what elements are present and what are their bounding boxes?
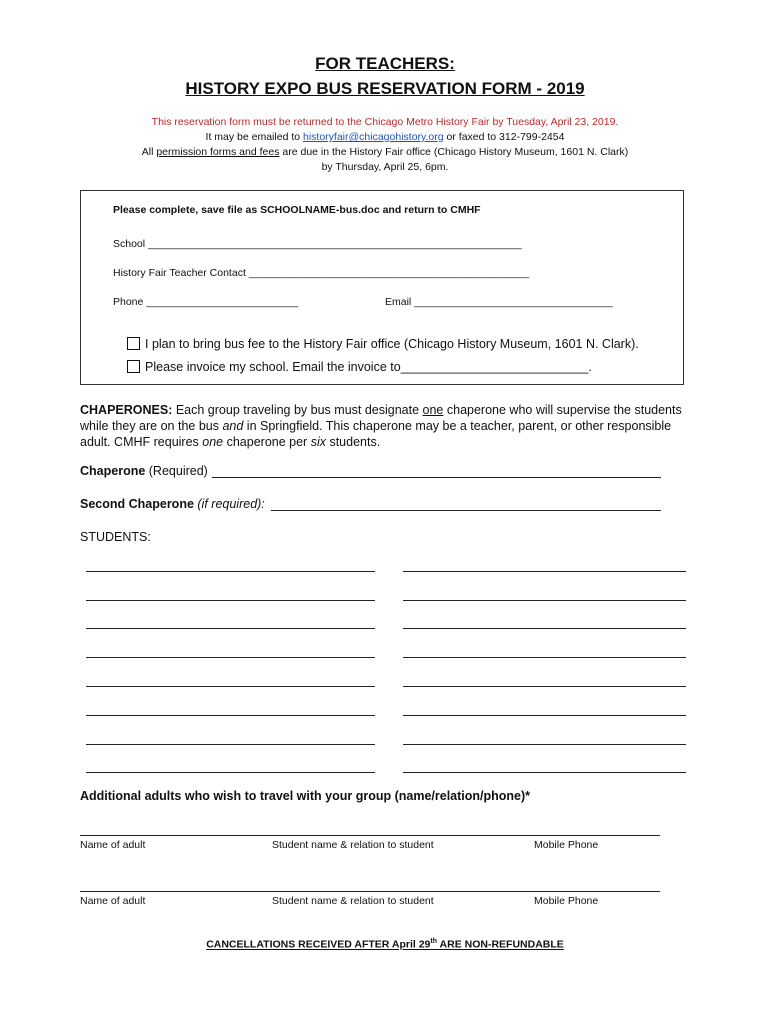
adult-input-line[interactable] bbox=[80, 835, 660, 836]
student-line[interactable] bbox=[86, 628, 375, 629]
all-text: All bbox=[141, 146, 157, 158]
checkbox[interactable] bbox=[127, 360, 140, 373]
para-emph: one bbox=[422, 403, 444, 417]
teacher-contact-field[interactable] bbox=[113, 267, 529, 279]
ordinal-suffix: th bbox=[430, 938, 438, 945]
adult-input-line[interactable] bbox=[80, 891, 660, 892]
student-line[interactable] bbox=[403, 571, 686, 572]
fax-info: or faxed to 312-799-2454 bbox=[443, 131, 565, 143]
email-blank[interactable]: __________________________________ bbox=[414, 296, 613, 308]
chaperone-required-note: (Required) bbox=[145, 464, 208, 478]
second-chaperone-label: Second Chaperone bbox=[80, 497, 194, 511]
second-chaperone-input-line[interactable] bbox=[271, 510, 661, 511]
teacher-contact-blank[interactable]: ________________________________________________ bbox=[248, 267, 530, 279]
permission-forms-text: permission forms and fees bbox=[156, 146, 280, 158]
para-emph: six bbox=[310, 435, 326, 449]
option-bring-fee-label: I plan to bring bus fee to the History Fair office (Chicago History Museum, 1601 N. Clark). bbox=[145, 337, 639, 351]
student-line[interactable] bbox=[403, 600, 686, 601]
second-chaperone-note: (if required): bbox=[193, 497, 265, 511]
school-field[interactable] bbox=[113, 238, 522, 250]
student-relation-label: Student name & relation to student bbox=[272, 895, 434, 907]
email-label: Email bbox=[385, 296, 412, 308]
student-line[interactable] bbox=[86, 715, 375, 716]
period: . bbox=[588, 360, 592, 374]
name-of-adult-label: Name of adult bbox=[80, 895, 146, 907]
students-label: STUDENTS: bbox=[80, 530, 151, 544]
chaperones-paragraph bbox=[80, 402, 695, 450]
second-chaperone-label-row bbox=[80, 497, 265, 511]
email-link[interactable]: historyfair@chicagohistory.org bbox=[303, 131, 444, 143]
student-relation-label: Student name & relation to student bbox=[272, 839, 434, 851]
phone-field[interactable] bbox=[113, 296, 298, 308]
para-text: in Springfield. This chaperone may be a teacher, parent, or other responsible adult. CMHF requires bbox=[80, 419, 672, 449]
student-line[interactable] bbox=[403, 628, 686, 629]
school-label: School bbox=[113, 238, 146, 250]
phone-blank[interactable]: __________________________ bbox=[146, 296, 299, 308]
fees-info bbox=[0, 145, 770, 160]
mobile-phone-label: Mobile Phone bbox=[534, 895, 599, 907]
cancellation-text: CANCELLATIONS RECEIVED AFTER April 29 bbox=[206, 938, 431, 951]
option-invoice-label: Please invoice my school. Email the invoice to bbox=[145, 360, 401, 374]
phone-label: Phone bbox=[113, 296, 144, 308]
chaperone-input-line[interactable] bbox=[212, 477, 661, 478]
para-text: Each group traveling by bus must designate bbox=[172, 403, 423, 417]
box-instruction: Please complete, save file as SCHOOLNAME-bus.doc and return to CMHF bbox=[113, 204, 481, 216]
para-text: chaperone who will supervise the students while they are on the bus bbox=[80, 403, 682, 433]
deadline-notice: This reservation form must be returned to the Chicago Metro History Fair by Tuesday, April 23, 2019. bbox=[151, 116, 619, 128]
student-line[interactable] bbox=[86, 686, 375, 687]
para-text: students. bbox=[325, 435, 381, 449]
student-line[interactable] bbox=[403, 772, 686, 773]
submission-info bbox=[0, 130, 770, 145]
para-emph: and bbox=[222, 419, 244, 433]
cancellation-notice bbox=[0, 938, 770, 951]
option-bring-fee[interactable] bbox=[127, 337, 639, 351]
option-invoice[interactable] bbox=[127, 360, 592, 374]
student-line[interactable] bbox=[86, 571, 375, 572]
chaperone-label-row bbox=[80, 464, 208, 478]
mobile-phone-label: Mobile Phone bbox=[534, 839, 599, 851]
student-line[interactable] bbox=[86, 600, 375, 601]
student-line[interactable] bbox=[86, 657, 375, 658]
student-line[interactable] bbox=[403, 686, 686, 687]
para-text: chaperone per bbox=[223, 435, 311, 449]
checkbox[interactable] bbox=[127, 337, 140, 350]
form-title: HISTORY EXPO BUS RESERVATION FORM - 2019 bbox=[185, 79, 585, 98]
cancellation-text-end: ARE NON-REFUNDABLE bbox=[437, 938, 564, 951]
email-field[interactable] bbox=[385, 296, 613, 308]
form-heading: FOR TEACHERS: bbox=[315, 54, 455, 73]
name-of-adult-label: Name of adult bbox=[80, 839, 146, 851]
student-line[interactable] bbox=[403, 715, 686, 716]
school-blank[interactable]: ________________________________________________________________ bbox=[148, 238, 522, 250]
student-line[interactable] bbox=[403, 657, 686, 658]
due-text: are due in the History Fair office (Chicago History Museum, 1601 N. Clark) bbox=[279, 146, 629, 158]
additional-adults-heading: Additional adults who wish to travel with your group (name/relation/phone)* bbox=[80, 789, 531, 803]
contact-box bbox=[80, 190, 684, 385]
student-line[interactable] bbox=[403, 744, 686, 745]
student-line[interactable] bbox=[86, 744, 375, 745]
teacher-contact-label: History Fair Teacher Contact bbox=[113, 267, 246, 279]
para-emph: one bbox=[202, 435, 224, 449]
chaperones-label: CHAPERONES: bbox=[80, 403, 173, 417]
chaperone-label: Chaperone bbox=[80, 464, 146, 478]
invoice-email-blank[interactable]: ___________________________ bbox=[400, 360, 589, 374]
email-prefix: It may be emailed to bbox=[205, 131, 303, 143]
student-line[interactable] bbox=[86, 772, 375, 773]
due-date: by Thursday, April 25, 6pm. bbox=[321, 161, 449, 173]
